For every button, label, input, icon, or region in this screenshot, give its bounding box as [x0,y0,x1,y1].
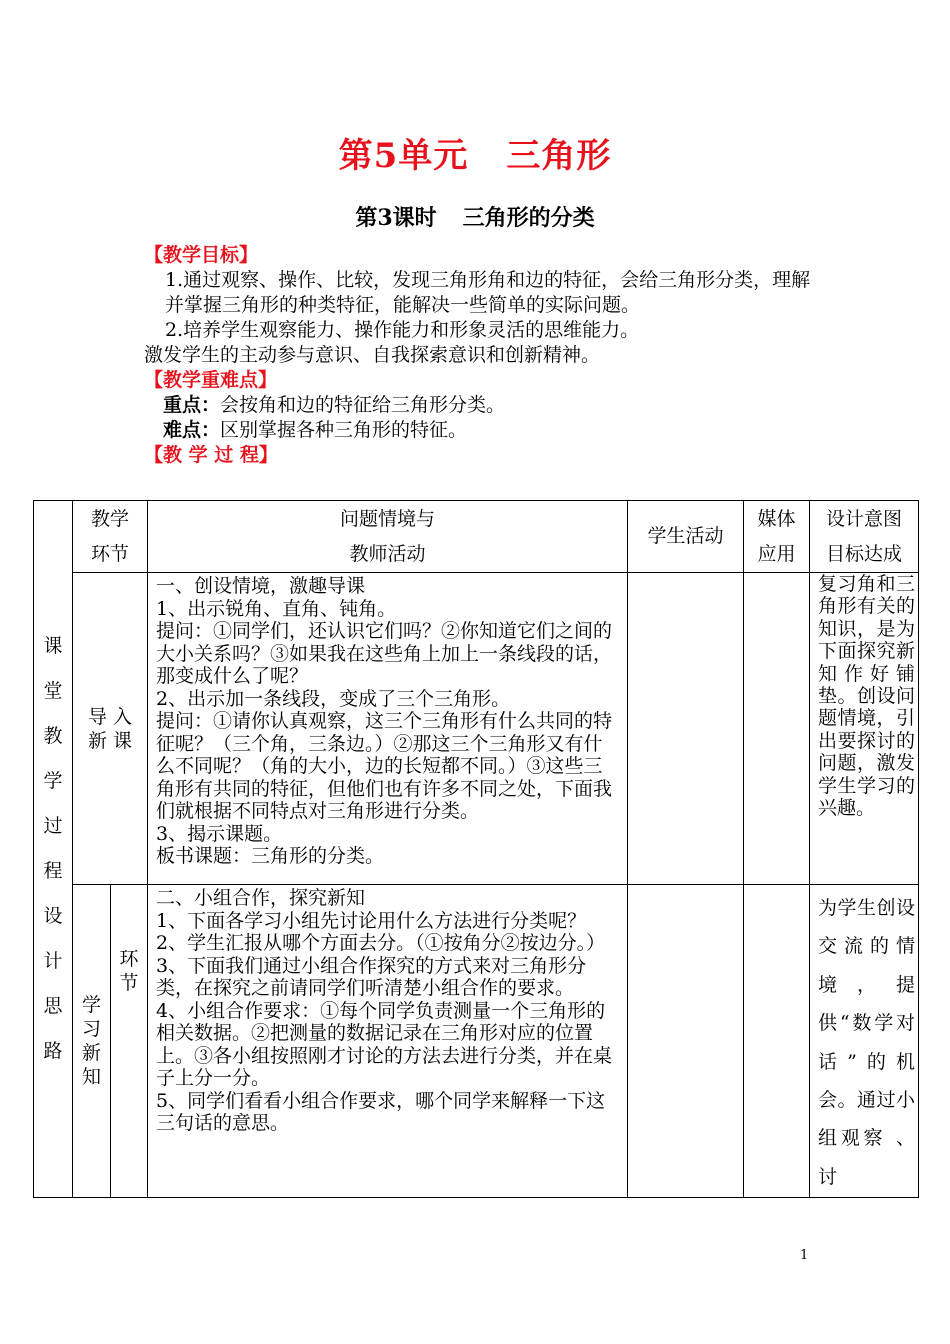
process-heading: 【教 学 过 程】 [144,444,278,466]
unit-title [0,128,950,177]
header-row [34,501,919,573]
student-activity-new-knowledge [628,885,744,1198]
diff-text: 区别掌握各种三角形的特征。 [220,419,468,441]
activity-intro: 一、创设情境，激趣导课 1、出示锐角、直角、钝角。 提问：①同学们，还认识它们吗？②你知道它们之间的大小关系吗？③如果我在这些角上加上一条线段的话，那变成什么了呢？ 2、出示加一条线段，变成了三个三角形。 提问：①请你认真观察，这三个三角形有什么共同的特征呢？（三个角，三条边。）②那这三个三角形又有什么不同呢？（角的大小，边的长短都不同。）③这些三角形有共同的特征，但他们也有许多不同之处，下面我们就根据不同特点对三角形进行分类。 3、揭示课题。 板书课题：三角形的分类。 [148,573,628,885]
intro-section [144,243,824,468]
header-student: 学生活动 [628,501,744,573]
lesson-plan-table [33,500,919,1198]
unit-subject: 三角形 [506,136,612,176]
diff-label: 难点： [163,419,221,441]
student-activity-intro [628,573,744,885]
lesson-title [0,201,950,232]
header-activity: 问题情境与 教师活动 [148,501,628,573]
design-intro: 复习角和三角形有关的知识，是为下面探究新知作好铺垫。创设问题情境，引出要探讨的问题，激发学生学习的兴趣。 [810,573,919,885]
objectives-heading: 【教学目标】 [144,244,259,266]
unit-label: 第5单元 [338,136,469,176]
stage-new-knowledge: 学 习 新 知 [73,885,111,1198]
media-intro [744,573,810,885]
design-new-knowledge: 为学生创设交流的情境，提供“数学对话”的机会。通过小组观察 、讨 [810,885,919,1198]
lesson-label: 第3课时 [355,205,437,231]
table-row [34,885,919,1198]
difficult-point [144,418,824,443]
header-stage: 教学 环节 [73,501,148,573]
media-new-knowledge [744,885,810,1198]
header-design: 设计意图 目标达成 [810,501,919,573]
keypoints-heading: 【教学重难点】 [144,369,278,391]
page-number: 1 [800,1248,809,1263]
stage-intro: 导 入 新 课 [73,573,148,885]
objective-1: 1.通过观察、操作、比较，发现三角形角和边的特征，会给三角形分类，理解并掌握三角形的种类特征，能解决一些简单的实际问题。 [165,269,811,316]
key-text: 会按角和边的特征给三角形分类。 [220,394,506,416]
stage-sub-label: 环 节 [111,885,148,1198]
table-row [34,573,919,885]
key-point [144,393,824,418]
objective-3: 激发学生的主动参与意识、自我探索意识和创新精神。 [144,344,601,366]
lesson-topic: 三角形的分类 [462,205,595,231]
side-label: 课 堂 教 学 过 程 设 计 思 路 [34,501,73,1198]
objective-2: 2.培养学生观察能力、操作能力和形象灵活的思维能力。 [165,319,640,341]
activity-new-knowledge: 二、小组合作，探究新知 1、下面各学习小组先讨论用什么方法进行分类呢？ 2、学生汇报从哪个方面去分。（①按角分②按边分。） 3、下面我们通过小组合作探究的方式来对三角形分类，在探究之前请同学们听清楚小组合作的要求。 4、小组合作要求：①每个同学负责测量一个三角形的相关数据。②把测量的数据记录在三角形对应的位置上。③各小组按照刚才讨论的方法去进行分类，并在桌子上分一分。 5、同学们看看小组合作要求，哪个同学来解释一下这三句话的意思。 [148,885,628,1198]
header-media: 媒体 应用 [744,501,810,573]
key-label: 重点： [163,394,221,416]
